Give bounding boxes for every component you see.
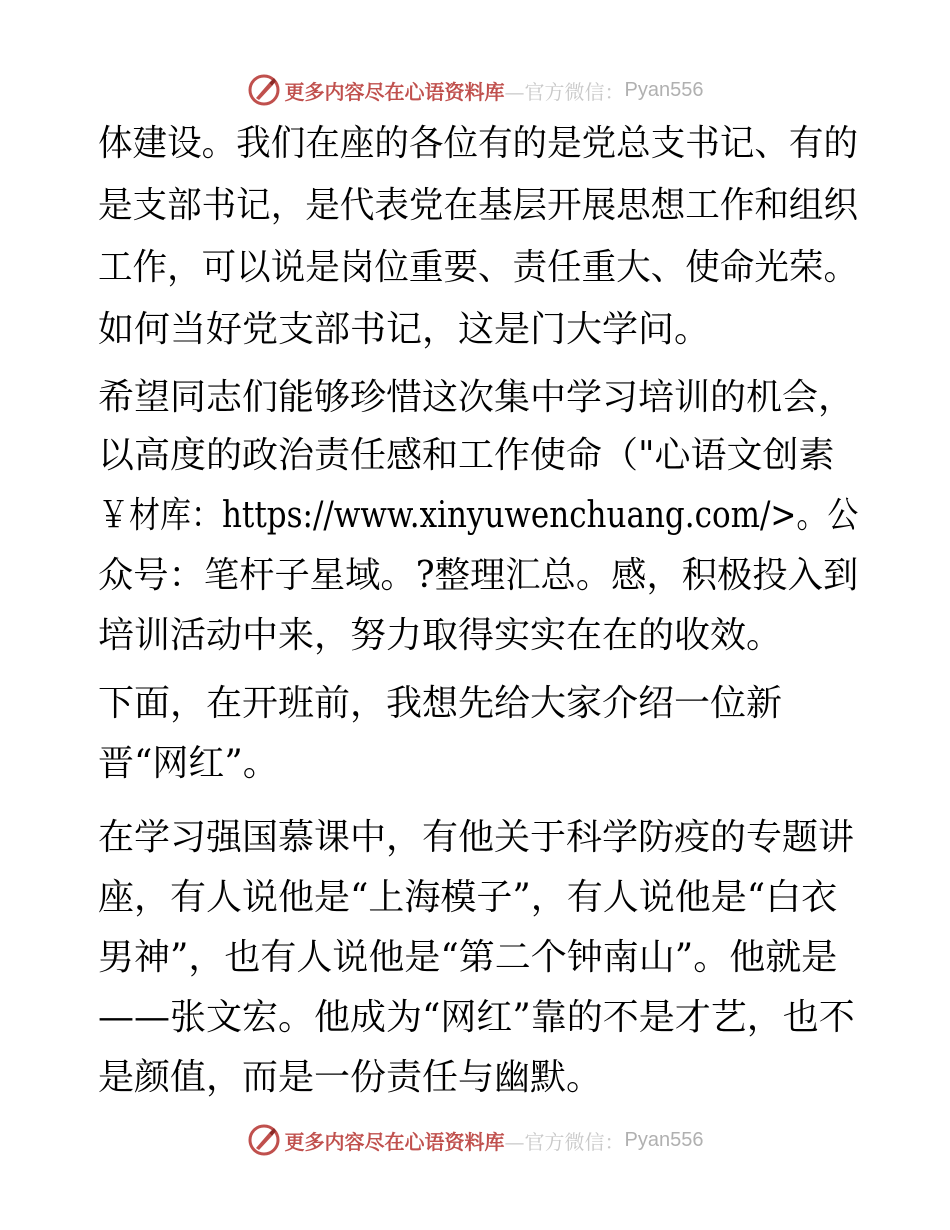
text-line: 以高度的政治责任感和工作使命（"心语文创素 [98, 435, 835, 476]
text-line: 众号：笔杆子星域。?整理汇总。感，积极投入到 [98, 555, 859, 596]
text-line: 是颜值，而是一份责任与幽默。 [98, 1057, 603, 1098]
brush-logo-icon [247, 73, 281, 107]
text-line: 希望同志们能够珍惜这次集中学习培训的机会， [98, 377, 855, 418]
text-line: 体建设。我们在座的各位有的是党总支书记、有的 [98, 123, 859, 164]
text-line: 座，有人说他是“上海模子”，有人说他是“白衣 [98, 877, 838, 918]
text-line: 是支部书记，是代表党在基层开展思想工作和组织 [98, 185, 859, 226]
text-line: ￥材库：https://www.xinyuwenchuang.com/>。公 [98, 495, 859, 536]
wechat-id: Pyan556 [624, 1128, 704, 1151]
text-line: 晋“网红”。 [98, 743, 279, 784]
brush-logo-icon [247, 1123, 281, 1157]
text-line: 男神”，也有人说他是“第二个钟南山”。他就是 [98, 937, 838, 978]
header-banner [0, 70, 950, 110]
text-line: 如何当好党支部书记，这是门大学问。 [98, 309, 711, 350]
promo-text: 更多内容尽在心语资料库 [284, 79, 505, 104]
text-line: 工作，可以说是岗位重要、责任重大、使命光荣。 [98, 247, 859, 288]
text-line: ——张文宏。他成为“网红”靠的不是才艺，也不 [98, 997, 855, 1038]
footer-banner [0, 1120, 950, 1160]
official-label: —官方微信： [504, 1129, 625, 1154]
text-line: 在学习强国慕课中，有他关于科学防疫的专题讲 [98, 817, 855, 858]
promo-text: 更多内容尽在心语资料库 [284, 1129, 505, 1154]
text-line: 下面，在开班前，我想先给大家介绍一位新 [98, 683, 783, 724]
wechat-id: Pyan556 [624, 78, 704, 101]
official-label: —官方微信： [504, 79, 625, 104]
text-line: 培训活动中来，努力取得实实在在的收效。 [98, 615, 783, 656]
